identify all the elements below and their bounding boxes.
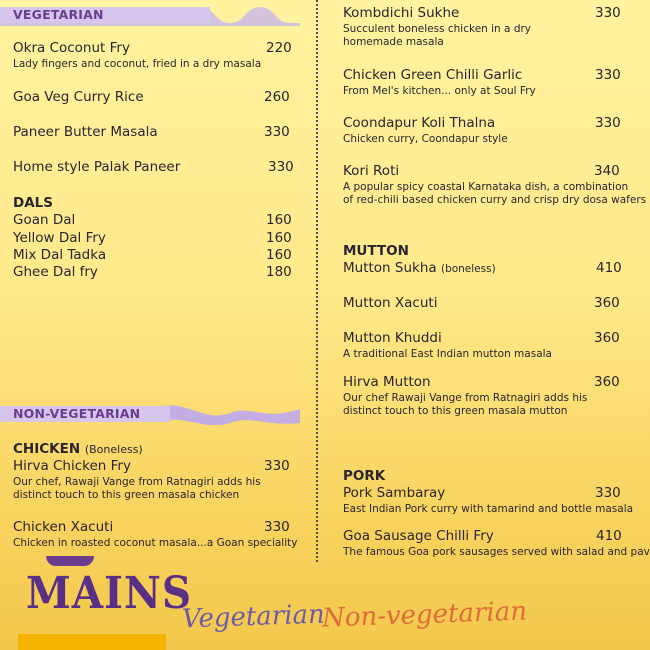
menu-item-coondapur-koli-thalna [343, 115, 621, 146]
item-name: Kori Roti [343, 163, 400, 179]
item-price: 360 [594, 295, 620, 311]
item-name: Goa Sausage Chilli Fry [343, 528, 494, 544]
item-price: 330 [595, 115, 621, 131]
dal-item-mix-dal-tadka [13, 247, 293, 263]
item-description: A traditional East Indian mutton masala [343, 348, 552, 360]
item-price: 340 [594, 163, 620, 179]
menu-item-goa-veg-curry-rice [13, 89, 293, 105]
item-description [343, 23, 621, 49]
item-price: 220 [266, 40, 292, 56]
item-price: 330 [595, 67, 621, 83]
dal-item-ghee-dal-fry [13, 264, 293, 280]
logo-bar [18, 634, 166, 650]
item-price: 160 [266, 230, 292, 246]
item-price: 360 [594, 330, 620, 346]
menu-item-goa-sausage-chilli-fry [343, 528, 650, 559]
non-vegetarian-banner-label: NON-VEGETARIAN [13, 406, 141, 421]
column-divider [316, 0, 318, 562]
menu-item-okra-coconut-fry [13, 40, 293, 71]
item-name: Mix Dal Tadka [13, 247, 107, 263]
menu-item-mutton-khuddi [343, 330, 621, 361]
item-name: Ghee Dal fry [13, 264, 98, 280]
dal-item-yellow-dal-fry [13, 230, 293, 246]
item-price: 160 [266, 212, 292, 228]
item-description: Lady fingers and coconut, fried in a dry masala [13, 58, 262, 70]
description-line: homemade masala [343, 36, 444, 48]
item-price: 160 [266, 247, 292, 263]
item-name: Mutton Xacuti [343, 295, 438, 311]
item-price: 410 [596, 260, 622, 276]
description-line: of red-chili based chicken curry and crisp dry dosa wafers [343, 194, 647, 206]
item-description [13, 476, 293, 502]
menu-item-pork-sambaray [343, 485, 634, 516]
menu-item-mutton-xacuti [343, 295, 621, 311]
item-name-text: Mutton Sukha [343, 260, 437, 276]
item-description: East Indian Pork curry with tamarind and bottle masala [343, 503, 634, 515]
item-price: 330 [595, 5, 621, 21]
item-description: From Mel's kitchen... only at Soul Fry [343, 85, 536, 97]
menu-item-kori-roti [343, 163, 647, 207]
item-name: Goa Veg Curry Rice [13, 89, 144, 105]
item-name: Hirva Mutton [343, 374, 431, 390]
logo-bubble [46, 556, 94, 566]
description-line: distinct touch to this green masala chicken [13, 489, 240, 501]
item-name: Paneer Butter Masala [13, 124, 158, 140]
item-price: 360 [594, 374, 620, 390]
description-line: distinct touch to this green masala mutton [343, 405, 568, 417]
item-note: (boneless) [440, 263, 496, 275]
dals-heading: DALS [13, 195, 53, 211]
description-line: Our chef, Rawaji Vange from Ratnagiri adds his [13, 476, 261, 488]
non-vegetarian-banner [0, 403, 300, 425]
item-name: Chicken Green Chilli Garlic [343, 67, 523, 83]
item-price: 410 [596, 528, 622, 544]
item-name: Okra Coconut Fry [13, 40, 130, 56]
dal-item-goan-dal [13, 212, 293, 228]
menu-item-home-style-palak-paneer [13, 159, 293, 175]
chicken-heading-label: CHICKEN [13, 441, 81, 457]
item-price: 260 [264, 89, 290, 105]
item-description: The famous Goa pork sausages served with salad and pav [343, 546, 650, 558]
item-price: 330 [595, 485, 621, 501]
item-description [343, 181, 647, 207]
description-line: Our chef Rawaji Vange from Ratnagiri adds his [343, 392, 588, 404]
vegetarian-banner-label: VEGETARIAN [13, 7, 104, 22]
item-name: Pork Sambaray [343, 485, 446, 501]
menu-item-paneer-butter-masala [13, 124, 293, 140]
item-name: Chicken Xacuti [13, 519, 114, 535]
item-description: Chicken curry, Coondapur style [343, 133, 508, 145]
menu-item-kombdichi-sukhe [343, 5, 621, 49]
vegetarian-script-label: Vegetarian [181, 599, 326, 635]
menu-item-chicken-green-chilli-garlic [343, 67, 621, 98]
item-price: 330 [268, 159, 294, 175]
chicken-heading [13, 441, 143, 457]
chicken-subheading: (Boneless) [84, 443, 143, 456]
description-line: A popular spicy coastal Karnataka dish, a combination [343, 181, 629, 193]
item-name: Coondapur Koli Thalna [343, 115, 496, 131]
item-name: Home style Palak Paneer [13, 159, 181, 175]
item-name: Kombdichi Sukhe [343, 5, 460, 21]
item-description: Chicken in roasted coconut masala...a Goan speciality [13, 537, 298, 549]
item-name [343, 260, 621, 276]
item-name: Yellow Dal Fry [13, 230, 106, 246]
mains-logo [18, 556, 192, 650]
vegetarian-banner [0, 4, 300, 26]
menu-item-hirva-mutton [343, 374, 621, 418]
mutton-heading: MUTTON [343, 243, 409, 259]
item-price: 330 [264, 124, 290, 140]
item-price: 180 [266, 264, 292, 280]
item-name: Hirva Chicken Fry [13, 458, 131, 474]
item-name: Mutton Khuddi [343, 330, 442, 346]
non-vegetarian-script-label: Non-vegetarian [321, 596, 528, 634]
item-price: 330 [264, 458, 290, 474]
item-name: Goan Dal [13, 212, 76, 228]
description-line: Succulent boneless chicken in a dry [343, 23, 532, 35]
menu-item-hirva-chicken-fry [13, 458, 293, 502]
item-price: 330 [264, 519, 290, 535]
mains-logo-text: MAINS [26, 568, 192, 619]
pork-heading: PORK [343, 468, 386, 484]
menu-item-chicken-xacuti [13, 519, 298, 550]
item-description [343, 392, 621, 418]
menu-item-mutton-sukha [343, 260, 621, 276]
